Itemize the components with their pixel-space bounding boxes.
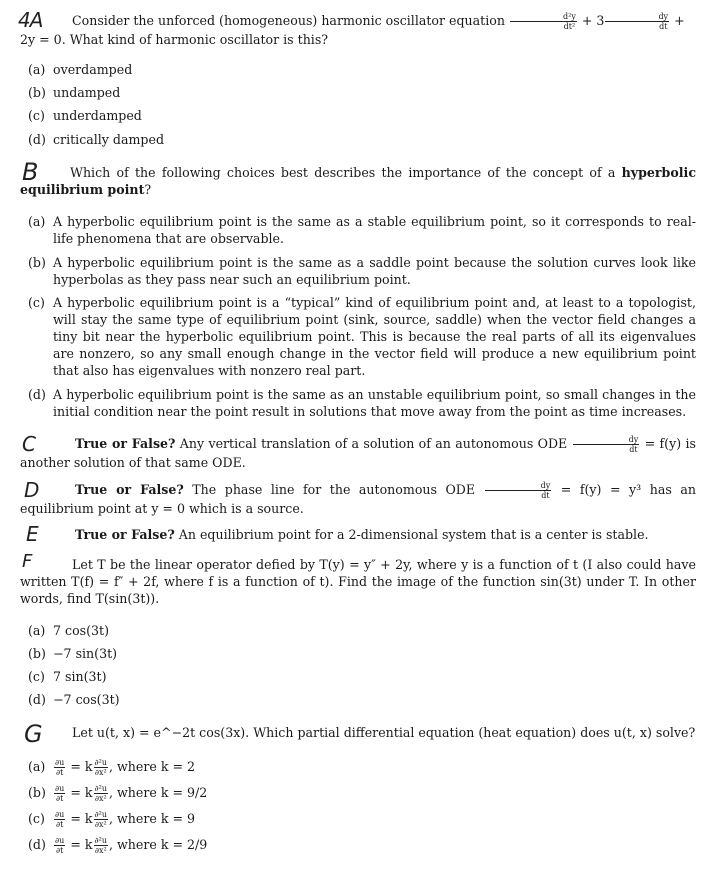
question-tag-c: C — [22, 432, 35, 456]
qb-option-d[interactable] — [28, 386, 696, 420]
question-b-prompt — [20, 164, 696, 198]
frac-du-dt: $\frac{\partial u}{\partial t}$ — [55, 810, 65, 829]
qd-text-post: y = 0 which is a source. — [151, 501, 304, 516]
qe-text: An equilibrium point for a 2-dimensional system that is a center is stable. — [178, 527, 649, 542]
frac-d2y-dt2: $\frac{\text{d²y}}{\text{dt²}}$ — [510, 12, 577, 31]
option-text: 7 cos(3t) — [53, 623, 110, 638]
option-label: (b) — [28, 255, 46, 270]
qc-eq: = f(y) — [644, 436, 682, 451]
eq-equals-k: = k — [70, 811, 93, 826]
option-text: 7 sin(3t) — [53, 669, 107, 684]
question-tag-4a: 4A — [18, 8, 43, 32]
qc-text-pre: Any vertical translation of a solution of an autonomous ODE — [179, 436, 568, 451]
qf-option-b[interactable] — [28, 645, 696, 662]
option-text: −7 sin(3t) — [53, 646, 118, 661]
option-label: (c) — [28, 669, 45, 684]
question-tag-d: D — [24, 478, 39, 502]
frac-dy-dt: $\frac{dy}{dt}$ — [573, 435, 640, 454]
question-d-prompt — [20, 481, 696, 517]
option-label: (b) — [28, 785, 46, 800]
qf-option-c[interactable] — [28, 668, 696, 685]
q4a-eq-rest: + 2y = 0. — [20, 13, 685, 47]
qg-option-c[interactable]: (c) $\frac{\partial u}{\partial t}$ = k $\frac{\text{∂²u}}{\text{∂x²}}$ , where k = 9 — [28, 810, 196, 829]
qg-option-a[interactable]: (a) $\frac{\partial u}{\partial t}$ = k $\frac{\text{∂²u}}{\text{∂x²}}$ , where k = 2 — [28, 758, 196, 777]
qb-option-c[interactable] — [28, 294, 696, 379]
option-label: (a) — [28, 214, 46, 229]
option-text: undamped — [53, 85, 121, 100]
qc-bold: True or False? — [75, 436, 176, 451]
option-label: (c) — [28, 108, 45, 123]
question-4a-prompt — [20, 12, 696, 48]
q4a-option-d[interactable] — [28, 131, 696, 148]
qd-text-pre: The phase line for the autonomous ODE — [192, 482, 476, 497]
question-c-prompt — [20, 435, 696, 471]
frac-dy-dt: $\frac{dy}{dt}$ — [485, 481, 552, 500]
question-g-prompt: Let u(t, x) = e^−2t cos(3x). Which partial differential equation (heat equation) does u(t, x) solve? — [72, 725, 696, 740]
eq-equals-k: = k — [70, 785, 93, 800]
question-tag-f: F — [22, 551, 32, 572]
option-label: (b) — [28, 85, 46, 100]
eq-equals-k: = k — [70, 837, 93, 852]
qb-option-a[interactable] — [28, 213, 696, 247]
frac-d2u-dx2: $\frac{\text{∂²u}}{\text{∂x²}}$ — [94, 758, 107, 777]
option-label: (d) — [28, 132, 46, 147]
option-label: (c) — [28, 811, 45, 826]
question-tag-b: B — [22, 158, 38, 186]
option-text: −7 cos(3t) — [53, 692, 120, 707]
qd-eq: = f(y) = y³ — [560, 482, 642, 497]
option-text: A hyperbolic equilibrium point is the same as a saddle point because the solution curves look like hyperbolas as they pass near such an equilibrium point. — [53, 255, 696, 287]
option-label: (d) — [28, 837, 46, 852]
option-text: A hyperbolic equilibrium point is the same as a stable equilibrium point, so it corresponds to real-life phenomena that are observable. — [53, 214, 696, 246]
frac-d2u-dx2: $\frac{\text{∂²u}}{\text{∂x²}}$ — [94, 810, 107, 829]
option-label: (d) — [28, 387, 46, 402]
q4a-option-a[interactable] — [28, 61, 696, 78]
frac-du-dt: $\frac{\partial u}{\partial t}$ — [55, 784, 65, 803]
option-text: A hyperbolic equilibrium point is the same as an unstable equilibrium point, so small changes in the initial condition near the point result in solutions that move away from the point as time increases. — [53, 387, 696, 419]
qf-option-d[interactable] — [28, 691, 696, 708]
frac-du-dt: $\frac{\partial u}{\partial t}$ — [55, 758, 65, 777]
qb-text-pre: Which of the following choices best describes the importance of the concept of a — [70, 165, 616, 180]
q4a-option-c[interactable] — [28, 107, 696, 124]
q4a-eq: + 3 — [581, 13, 605, 28]
option-k: where k = 9 — [117, 811, 196, 826]
qb-bold: hyperbolic equilibrium point — [20, 165, 696, 197]
qb-text-post: ? — [144, 182, 152, 197]
frac-d2u-dx2: $\frac{\text{∂²u}}{\text{∂x²}}$ — [94, 784, 107, 803]
option-label: (a) — [28, 623, 46, 638]
qd-bold: True or False? — [75, 482, 184, 497]
frac-du-dt: $\frac{\partial u}{\partial t}$ — [55, 836, 65, 855]
option-text: A hyperbolic equilibrium point is a “typical” kind of equilibrium point and, at least to a topologist, will stay the same type of equilibrium point (sink, source, saddle) when the vector field changes a tiny bit near the hyperbolic equilibrium point. This is because the real parts of all its eigenvalues are nonzero, so any small enough change in the vector field will produce a new equilibrium point that also has eigenvalues with nonzero real part. — [53, 295, 696, 378]
option-text: underdamped — [53, 108, 142, 123]
option-k: where k = 9/2 — [117, 785, 208, 800]
frac-d2u-dx2: $\frac{\text{∂²u}}{\text{∂x²}}$ — [94, 836, 107, 855]
qd-text-mid: has an equilibrium point at — [20, 482, 696, 516]
option-label: (b) — [28, 646, 46, 661]
option-text: critically damped — [53, 132, 165, 147]
option-label: (d) — [28, 692, 46, 707]
q4a-text-pre: Consider the unforced (homogeneous) harmonic oscillator equation — [72, 13, 505, 28]
q4a-option-b[interactable] — [28, 84, 696, 101]
eq-equals-k: = k — [70, 759, 93, 774]
question-f-prompt: Let T be the linear operator defied by T(y) = y″ + 2y, where y is a function of t (I also could have written T(f) = f″ + 2f, where f is a function of t). Find the image of the function sin(3t) under T. In other words, find T(sin(3t)). — [20, 557, 696, 606]
option-k: where k = 2 — [117, 759, 196, 774]
option-label: (a) — [28, 62, 46, 77]
q4a-text-post: What kind of harmonic oscillator is this? — [69, 32, 329, 47]
option-k: where k = 2/9 — [117, 837, 208, 852]
option-label: (a) — [28, 759, 46, 774]
qc-text-post: is another solution of that same ODE. — [20, 436, 696, 470]
question-tag-e: E — [26, 522, 38, 546]
question-e-prompt — [20, 526, 696, 543]
qg-option-b[interactable]: (b) $\frac{\partial u}{\partial t}$ = k $\frac{\text{∂²u}}{\text{∂x²}}$ , where k = 9/2 — [28, 784, 208, 803]
option-label: (c) — [28, 295, 45, 310]
qf-option-a[interactable] — [28, 622, 696, 639]
frac-dy-dt: $\frac{dy}{dt}$ — [605, 12, 669, 31]
qe-bold: True or False? — [75, 527, 175, 542]
qg-option-d[interactable]: (d) $\frac{\partial u}{\partial t}$ = k $\frac{\text{∂²u}}{\text{∂x²}}$ , where k = 2/9 — [28, 836, 208, 855]
option-text: overdamped — [53, 62, 133, 77]
question-tag-g: G — [24, 720, 42, 748]
qb-option-b[interactable] — [28, 254, 696, 288]
